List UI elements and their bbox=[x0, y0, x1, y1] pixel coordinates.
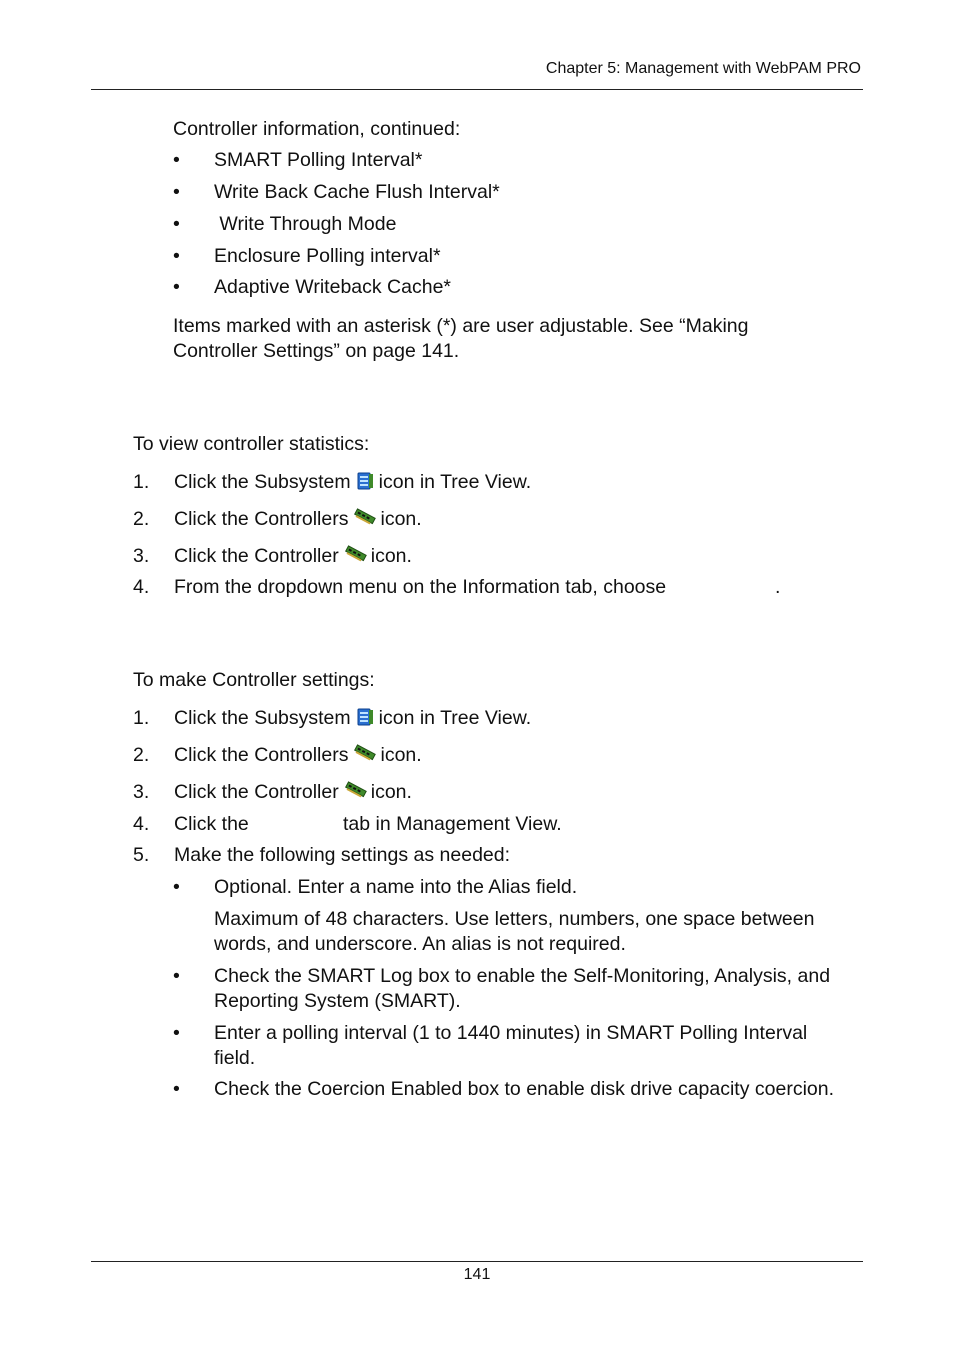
subsystem-icon bbox=[355, 707, 375, 733]
step: 2. Click the Controllers icon. bbox=[133, 508, 149, 531]
step: 1. Click the Subsystem icon in Tree View. bbox=[133, 707, 149, 730]
step: 3. Click the Controller icon. bbox=[133, 781, 149, 804]
step: 4. From the dropdown menu on the Information tab, choose . bbox=[133, 576, 781, 598]
list-item-continuation: words, and underscore. An alias is not required. bbox=[214, 933, 626, 955]
list-item-continuation: Reporting System (SMART). bbox=[214, 990, 461, 1012]
subsystem-icon bbox=[355, 471, 375, 497]
step: 5. Make the following settings as needed: bbox=[133, 844, 511, 866]
intro-label: Controller information, continued: bbox=[173, 118, 461, 140]
controllers-icon bbox=[352, 508, 376, 534]
note-line: Controller Settings” on page 141. bbox=[173, 340, 460, 362]
list-item-continuation: Maximum of 48 characters. Use letters, numbers, one space between bbox=[214, 908, 815, 930]
header-rule bbox=[91, 89, 863, 90]
controller-icon bbox=[343, 545, 367, 571]
list-item-continuation: field. bbox=[214, 1047, 256, 1069]
page-number: 141 bbox=[463, 1266, 491, 1283]
controller-icon bbox=[343, 781, 367, 807]
settings-intro: To make Controller settings: bbox=[133, 669, 375, 691]
stats-intro: To view controller statistics: bbox=[133, 433, 370, 455]
note-line: Items marked with an asterisk (*) are user adjustable. See “Making bbox=[173, 315, 749, 337]
controllers-icon bbox=[352, 744, 376, 770]
step: 2. Click the Controllers icon. bbox=[133, 744, 149, 767]
step: 4. Click the tab in Management View. bbox=[133, 813, 562, 835]
footer-rule bbox=[91, 1261, 863, 1262]
step: 1. Click the Subsystem icon in Tree View. bbox=[133, 471, 149, 494]
step: 3. Click the Controller icon. bbox=[133, 545, 149, 568]
running-header: Chapter 5: Management with WebPAM PRO bbox=[545, 60, 861, 77]
